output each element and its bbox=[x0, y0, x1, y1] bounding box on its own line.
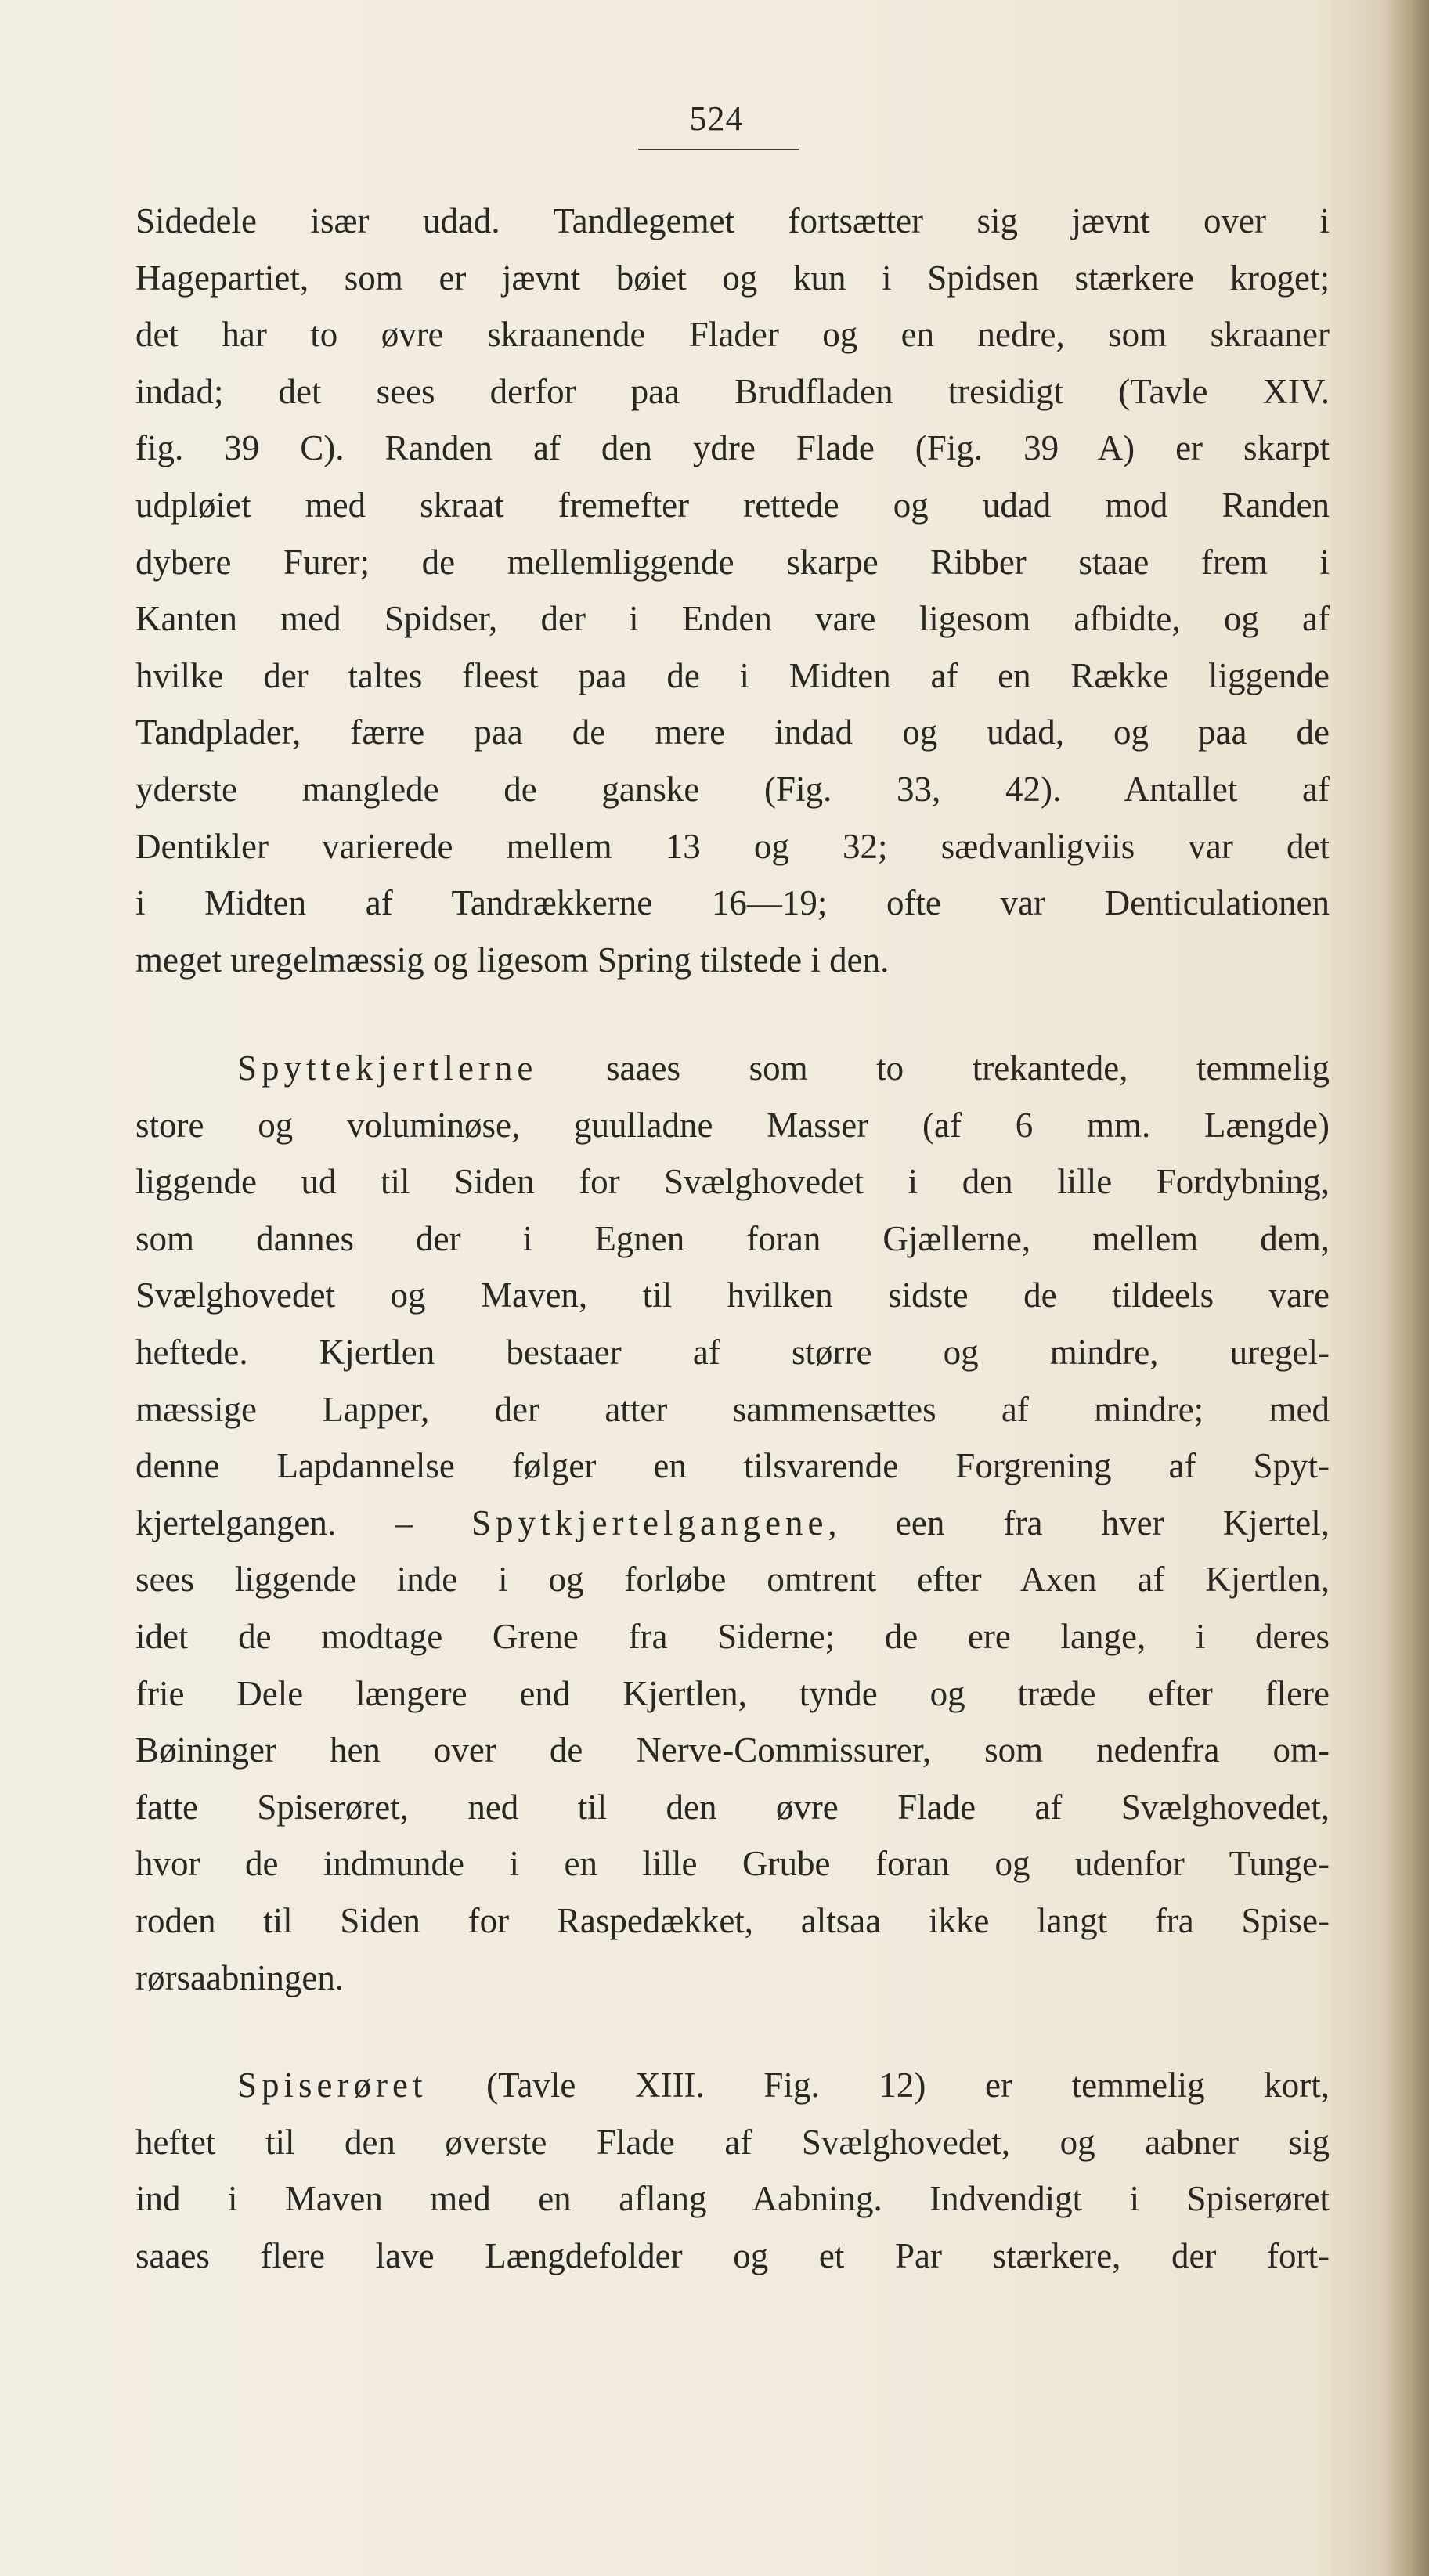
text-line: idet de modtage Grene fra Siderne; de ere lange, i deres bbox=[135, 1616, 1330, 1656]
text-line: saaes flere lave Længdefolder og et Par stærkere, der fort- bbox=[135, 2235, 1330, 2275]
paragraph-1 bbox=[135, 193, 1330, 988]
text-line: Dentikler varierede mellem 13 og 32; sædvanligviis var det bbox=[135, 826, 1330, 866]
text-line: ind i Maven med en aflang Aabning. Indvendigt i Spiserøret bbox=[135, 2179, 1330, 2219]
text-line: Sidedele især udad. Tandlegemet fortsætter sig jævnt over i bbox=[135, 201, 1330, 240]
paragraph-3 bbox=[135, 2057, 1330, 2284]
text-line: meget uregelmæssig og ligesom Spring tilstede i den. bbox=[135, 940, 890, 980]
text-line: roden til Siden for Raspedækket, altsaa ikke langt fra Spise- bbox=[135, 1900, 1330, 1940]
text-line: heftet til den øverste Flade af Svælghovedet, og aabner sig bbox=[135, 2122, 1330, 2162]
text-line: fig. 39 C). Randen af den ydre Flade (Fig. 39 A) er skarpt bbox=[135, 428, 1330, 468]
text-line: dybere Furer; de mellemliggende skarpe Ribber staae frem i bbox=[135, 542, 1330, 582]
text-line: som dannes der i Egnen foran Gjællerne, mellem dem, bbox=[135, 1218, 1330, 1258]
page-number: 524 bbox=[689, 99, 744, 138]
text-line: frie Dele længere end Kjertlen, tynde og træde efter flere bbox=[135, 1673, 1330, 1713]
spaced-term: Spiserøret bbox=[237, 2065, 428, 2105]
text-line: mæssige Lapper, der atter sammensættes af mindre; med bbox=[135, 1389, 1330, 1429]
text-line: Hagepartiet, som er jævnt bøiet og kun i Spidsen stærkere kroget; bbox=[135, 258, 1330, 298]
text-line: rørsaabningen. bbox=[135, 1957, 345, 1997]
spaced-term: Spyttekjertlerne bbox=[237, 1048, 538, 1088]
page-edge-shadow bbox=[1382, 0, 1429, 2576]
spaced-term: Spytkjertelgangene bbox=[471, 1503, 828, 1542]
page-number-rule bbox=[638, 149, 799, 150]
text-line: sees liggende inde i og forløbe omtrent efter Axen af Kjertlen, bbox=[135, 1560, 1330, 1600]
text-line: indad; det sees derfor paa Brudfladen tresidigt (Tavle XIV. bbox=[135, 371, 1330, 411]
text-line: Tandplader, færre paa de mere indad og udad, og paa de bbox=[135, 713, 1330, 752]
paragraph-first-line bbox=[135, 1040, 1330, 1097]
text-line-with-term bbox=[135, 1495, 1330, 1552]
text-line: store og voluminøse, guulladne Masser (af 6 mm. Længde) bbox=[135, 1105, 1330, 1145]
paragraph-first-line bbox=[135, 2057, 1330, 2114]
text-line: udpløiet med skraat fremefter rettede og udad mod Randen bbox=[135, 485, 1330, 525]
text-line: fatte Spiserøret, ned til den øvre Flade af Svælghovedet, bbox=[135, 1787, 1330, 1827]
text-line: heftede. Kjertlen bestaaer af større og mindre, uregel- bbox=[135, 1332, 1330, 1372]
text-line: denne Lapdannelse følger en tilsvarende Forgrening af Spyt- bbox=[135, 1446, 1330, 1486]
text-segment: kjertelgangen. – bbox=[135, 1503, 472, 1542]
text-line: hvor de indmunde i en lille Grube foran og udenfor Tunge- bbox=[135, 1844, 1330, 1884]
text-line: Kanten med Spidser, der i Enden vare ligesom afbidte, og af bbox=[135, 599, 1330, 639]
text-segment: , een fra hver Kjertel, bbox=[828, 1503, 1330, 1542]
text-line: Svælghovedet og Maven, til hvilken sidste de tildeels vare bbox=[135, 1275, 1330, 1315]
text-line: liggende ud til Siden for Svælghovedet i den lille Fordybning, bbox=[135, 1162, 1330, 1202]
text-line: det har to øvre skraanende Flader og en nedre, som skraaner bbox=[135, 315, 1330, 355]
text-segment: saaes som to trekantede, temmelig bbox=[537, 1048, 1330, 1088]
text-line: hvilke der taltes fleest paa de i Midten af en Række liggende bbox=[135, 655, 1330, 695]
paragraph-2 bbox=[135, 1040, 1330, 2006]
text-segment: (Tavle XIII. Fig. 12) er temmelig kort, bbox=[427, 2065, 1330, 2105]
text-line: yderste manglede de ganske (Fig. 33, 42). Antallet af bbox=[135, 769, 1330, 809]
text-line: Bøininger hen over de Nerve-Commissurer, som nedenfra om- bbox=[135, 1730, 1330, 1770]
text-line: i Midten af Tandrækkerne 16—19; ofte var Denticulationen bbox=[135, 883, 1330, 923]
